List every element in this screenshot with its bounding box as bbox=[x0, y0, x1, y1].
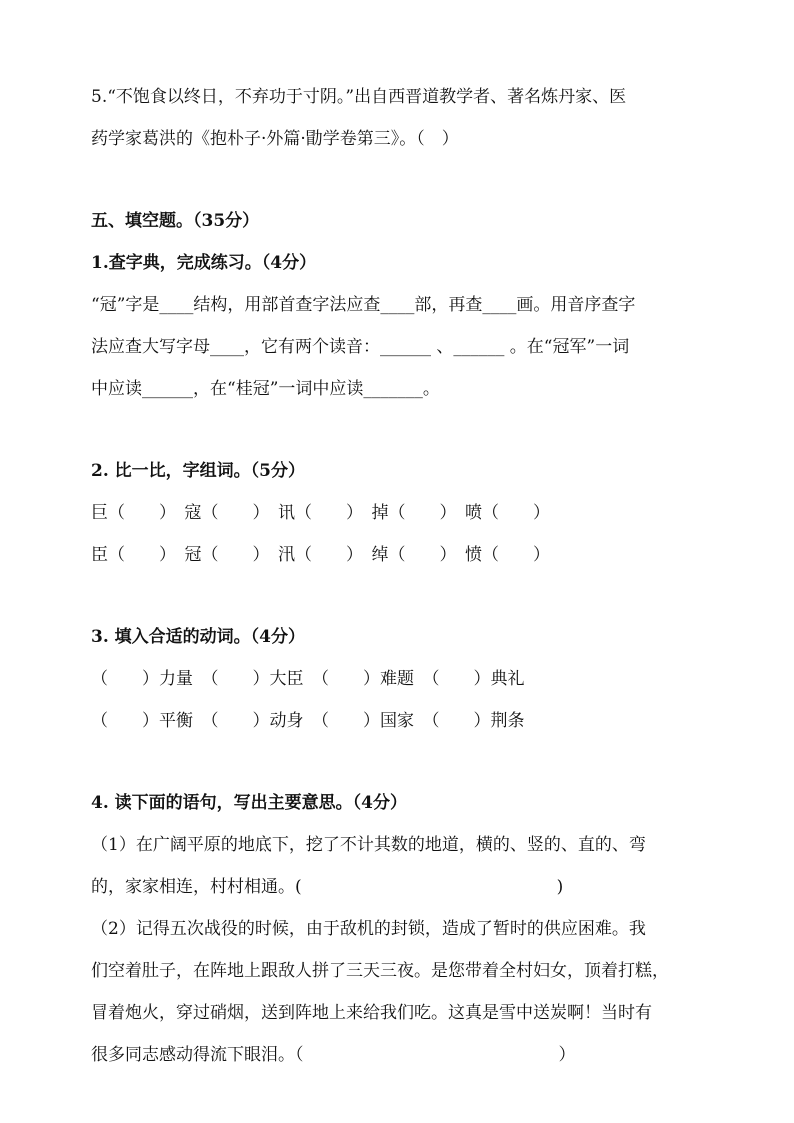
fill4-p1-line2: 的，家家相连，村村相通。( ) bbox=[91, 877, 564, 897]
fill2-row2: 臣（ ） 冠（ ） 汛（ ） 绰（ ） 愤（ ） bbox=[91, 545, 550, 565]
fill3-row1: （ ）力量 （ ）大臣 （ ）难题 （ ）典礼 bbox=[91, 669, 525, 689]
section5-title: 五、填空题。（35分） bbox=[91, 211, 260, 231]
fill4-title: 4. 读下面的语句，写出主要意思。（4分） bbox=[91, 793, 407, 813]
fill4-p2-line1: （2）记得五次战役的时候，由于敌机的封锁，造成了暂时的供应困难。我 bbox=[91, 919, 646, 939]
q5-line2: 药学家葛洪的《抱朴子·外篇·勖学卷第三》。（ ） bbox=[91, 129, 459, 149]
fill3-row2: （ ）平衡 （ ）动身 （ ）国家 （ ）荆条 bbox=[91, 711, 525, 731]
fill2-row1: 巨（ ） 寇（ ） 讯（ ） 掉（ ） 喷（ ） bbox=[91, 503, 550, 523]
fill1-title: 1.查字典，完成练习。（4分） bbox=[91, 253, 317, 273]
fill4-p2-line3: 冒着炮火，穿过硝烟，送到阵地上来给我们吃。这真是雪中送炭啊！当时有 bbox=[91, 1003, 652, 1023]
fill4-p1-line1: （1）在广阔平原的地底下，挖了不计其数的地道，横的、竖的、直的、弯 bbox=[91, 835, 646, 855]
fill1-line2: 法应查大写字母____，它有两个读音：______ 、______ 。在“冠军”一词 bbox=[91, 337, 630, 357]
fill1-line3: 中应读______，在“桂冠”一词中应读_______。 bbox=[91, 379, 440, 399]
fill2-title: 2. 比一比，字组词。（5分） bbox=[91, 461, 305, 481]
fill3-title: 3. 填入合适的动词。（4分） bbox=[91, 627, 305, 647]
q5-line1: 5.“不饱食以终日，不弃功于寸阴。”出自西晋道教学者、著名炼丹家、医 bbox=[91, 87, 627, 107]
fill4-p2-line4: 很多同志感动得流下眼泪。（ ） bbox=[91, 1045, 576, 1065]
fill1-line1: “冠”字是____结构，用部首查字法应查____部，再查____画。用音序查字 bbox=[91, 295, 636, 315]
fill4-p2-line2: 们空着肚子，在阵地上跟敌人拼了三天三夜。是您带着全村妇女，顶着打糕， bbox=[91, 961, 669, 981]
